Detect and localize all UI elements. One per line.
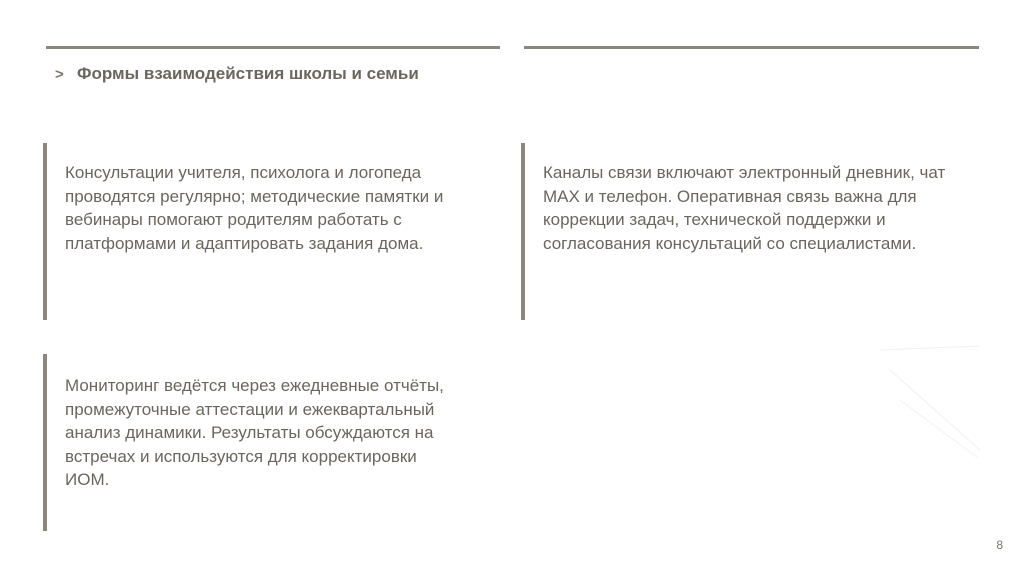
top-divider-right (524, 46, 979, 49)
text-block-body: Каналы связи включают электронный дневник, чат MAX и телефон. Оперативная связь важна для коррекции задач, технической поддержки и согласования консультаций со специалистами. (543, 163, 946, 253)
decorative-lines (880, 340, 980, 460)
text-block-communication-channels (521, 143, 965, 320)
slide-title: Формы взаимодействия школы и семьи (77, 64, 419, 83)
text-block-monitoring (43, 354, 497, 531)
chevron-right-icon: > (55, 66, 64, 83)
slide-header (55, 64, 419, 84)
text-block-body: Консультации учителя, психолога и логопеда проводятся регулярно; методические памятки и вебинары помогают родителям работать с платформами и адаптировать задания дома. (65, 163, 444, 253)
top-divider-left (46, 46, 500, 49)
text-block-body: Мониторинг ведётся через ежедневные отчёты, промежуточные аттестации и ежеквартальный анализ динамики. Результаты обсуждаются на встречах и используются для корректировки ИОМ. (65, 376, 444, 489)
text-block-consultations (43, 143, 497, 320)
page-number: 8 (996, 538, 1003, 552)
